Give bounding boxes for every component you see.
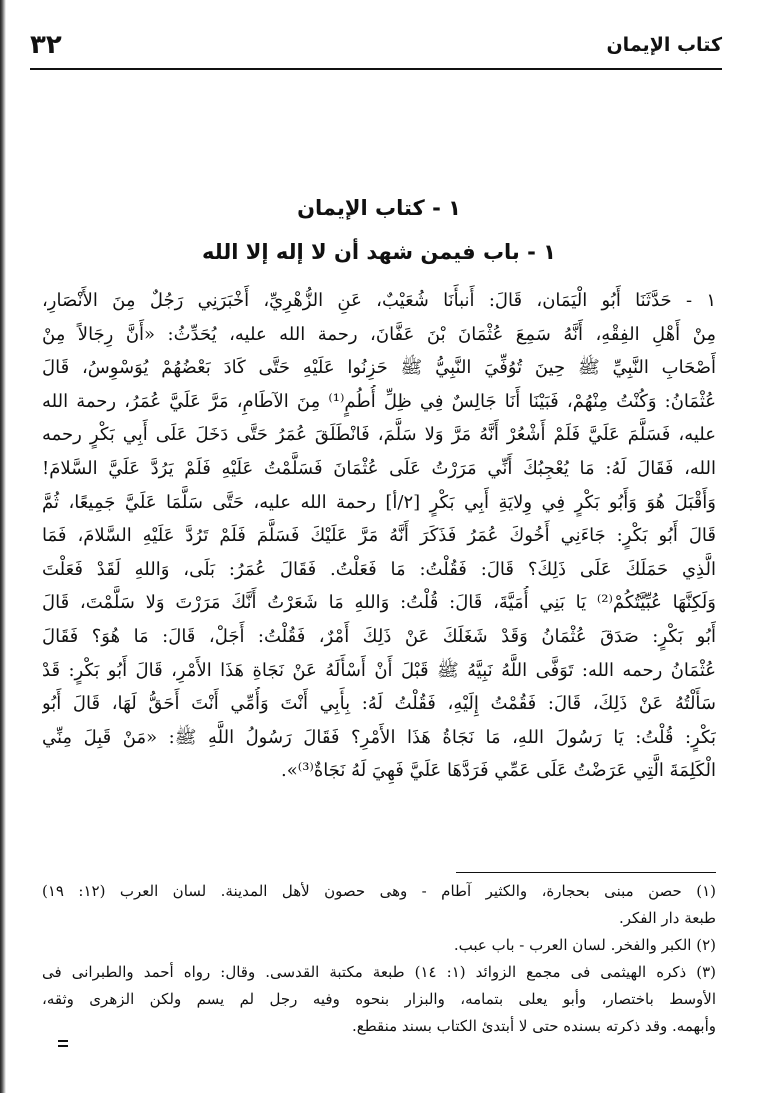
text-line: ١ - حَدَّثَنَا أَبُو الْيَمَان، قَالَ: أَنبأَنَا شُعَيْبٌ، عَنِ الزُّهْرِيِّ، أَخْبَرَنِي رَجُلٌ مِنَ الأَنْصَارِ، xyxy=(42,290,716,311)
running-title: كتاب الإيمان xyxy=(606,34,722,56)
footnote-line: طبعة دار الفكر. xyxy=(618,909,716,927)
text-line: عُثْمَانُ رحمه الله: تَوَفَّى اللَّهُ نَبِيَّهُ ﷺ قَبْلَ أَنْ أَسْأَلَهُ عَنْ نَجَاةِ هَذَا الأَمْرِ، قَالَ أَبُو بَكْرٍ: قَدْ xyxy=(42,659,716,681)
running-header xyxy=(30,28,722,70)
text-line: قَالَ أَبُو بَكْرٍ: جَاءَنِي أَخُوكَ عُمَرُ فَذَكَرَ أَنَّهُ مَرَّ عَلَيْكَ فَسَلَّمَ فَلَمْ تَرُدَّ عَلَيْهِ السَّلامَ، فَمَا xyxy=(42,525,716,547)
text-line: الله، فَقَالَ لَهُ: مَا يُعْجِبُكَ أَنِّي مَرَرْتُ عَلَى عُثْمَانَ فَسَلَّمْتُ عَلَيْهِ فَلَمْ يَرُدَّ عَلَيَّ السَّلامَ! xyxy=(42,457,716,479)
text-line: بَكْرٍ: قُلْتُ: يَا رَسُولَ اللهِ، مَا نَجَاةُ هَذَا الأَمْرِ؟ فَقَالَ رَسُولُ اللَّهِ ﷺ: «مَنْ قَبِلَ مِنِّي xyxy=(42,726,716,748)
chapter-title: ١ - باب فيمن شهد أن لا إله إلا الله xyxy=(202,240,556,264)
text-line: أَبُو بَكْرٍ: صَدَقَ عُثْمَانُ وَقَدْ شَغَلَكَ عَنْ ذَلِكَ أَمْرٌ، فَقُلْتُ: أَجَلْ، قَالَ: مَا هُوَ؟ فَقَالَ xyxy=(42,625,716,647)
footnote-line: الأوسط باختصار، وأبو يعلى بتمامه، والبزار بنحوه وفيه رجل لم يسم ولكن الزهرى وثقه، xyxy=(42,990,716,1008)
text-line: وَلَكِنَّهَا عُبِّيَّتُكُمْ⁽²⁾ يَا بَنِي أُمَيَّةَ، قَالَ: قُلْتُ: وَاللهِ مَا شَعَرْتُ أَنَّكَ مَرَرْتَ وَلا سَلَّمْتَ، قَالَ xyxy=(42,592,716,614)
footnote-line: (٢) الكبر والفخر. لسان العرب - باب عبب. xyxy=(453,936,716,954)
text-line: الَّذِي حَمَلَكَ عَلَى ذَلِكَ؟ قَالَ: فَقُلْتُ: مَا فَعَلْتُ. فَقَالَ عُمَرُ: بَلَى، وَاللهِ لَقَدْ فَعَلْتَ xyxy=(42,558,716,580)
footnote-separator xyxy=(456,872,716,873)
continuation-mark xyxy=(58,1040,68,1042)
hadith-text xyxy=(42,284,716,788)
footnotes xyxy=(42,878,716,1040)
footnote-line: وأبهمه. وقد ذكرته بسنده حتى لا أبتدئ الكتاب بسند منقطع. xyxy=(351,1017,716,1035)
text-line: سَأَلْتُهُ عَنْ ذَلِكَ، قَالَ: فَقُمْتُ إِلَيْهِ، فَقُلْتُ لَهُ: بِأَبِي أَنْتَ وَأُمِّي أَنْتَ أَحَقُّ لَهَا، قَالَ أَبُو xyxy=(42,693,716,715)
text-line: وَأَقْبَلَ هُوَ وَأَبُو بَكْرٍ فِي وِلايَةِ أَبِي بَكْرٍ [٢/أ] رحمة الله عليه، حَتَّى سَلَّمَا عَلَيَّ جَمِيعًا، ثُمَّ xyxy=(42,491,716,513)
page-number: ٣٢ xyxy=(30,30,62,60)
page-edge-shadow xyxy=(0,0,6,1093)
text-line: مِنْ أَهْلِ الفِقْهِ، أَنَّهُ سَمِعَ عُثْمَانَ بْنَ عَفَّانَ، رحمة الله عليه، يُحَدِّثُ: «أَنَّ رِجَالاً مِنْ xyxy=(42,323,716,345)
text-line: الْكَلِمَةَ الَّتِي عَرَضْتُ عَلَى عَمِّي فَرَدَّهَا عَلَيَّ فَهِيَ لَهُ نَجَاةٌ⁽³⁾». xyxy=(281,760,716,782)
text-line: أَصْحَابِ النَّبِيِّ ﷺ حِينَ تُوُفِّيَ النَّبِيُّ ﷺ حَزِنُوا عَلَيْهِ حَتَّى كَادَ بَعْضُهُمْ يُوَسْوِسُ، قَالَ xyxy=(42,357,716,379)
text-line: عُثْمَانُ: وَكُنْتُ مِنْهُمْ، فَبَيْنَا أَنَا جَالِسٌ فِي ظِلِّ أُطُمٍ⁽¹⁾ مِنَ الآطَامِ، مَرَّ عَلَيَّ عُمَرُ، رحمة الله xyxy=(42,390,716,412)
footnote-line: (١) حصن مبنى بحجارة، والكثير آطام - وهى حصون لأهل المدينة. لسان العرب (١٢: ١٩) xyxy=(42,882,716,900)
book-title: ١ - كتاب الإيمان xyxy=(297,196,461,220)
footnote-line: (٣) ذكره الهيثمى فى مجمع الزوائد (١: ١٤) طبعة مكتبة القدسى. وقال: رواه أحمد والطبرانى فى xyxy=(42,963,716,981)
text-line: عليه، فَسَلَّمَ عَلَيَّ فَلَمْ أَشْعُرْ أَنَّهُ مَرَّ وَلا سَلَّمَ، فَانْطَلَقَ عُمَرُ حَتَّى دَخَلَ عَلَى أَبِي بَكْرٍ رحمه xyxy=(42,424,716,446)
